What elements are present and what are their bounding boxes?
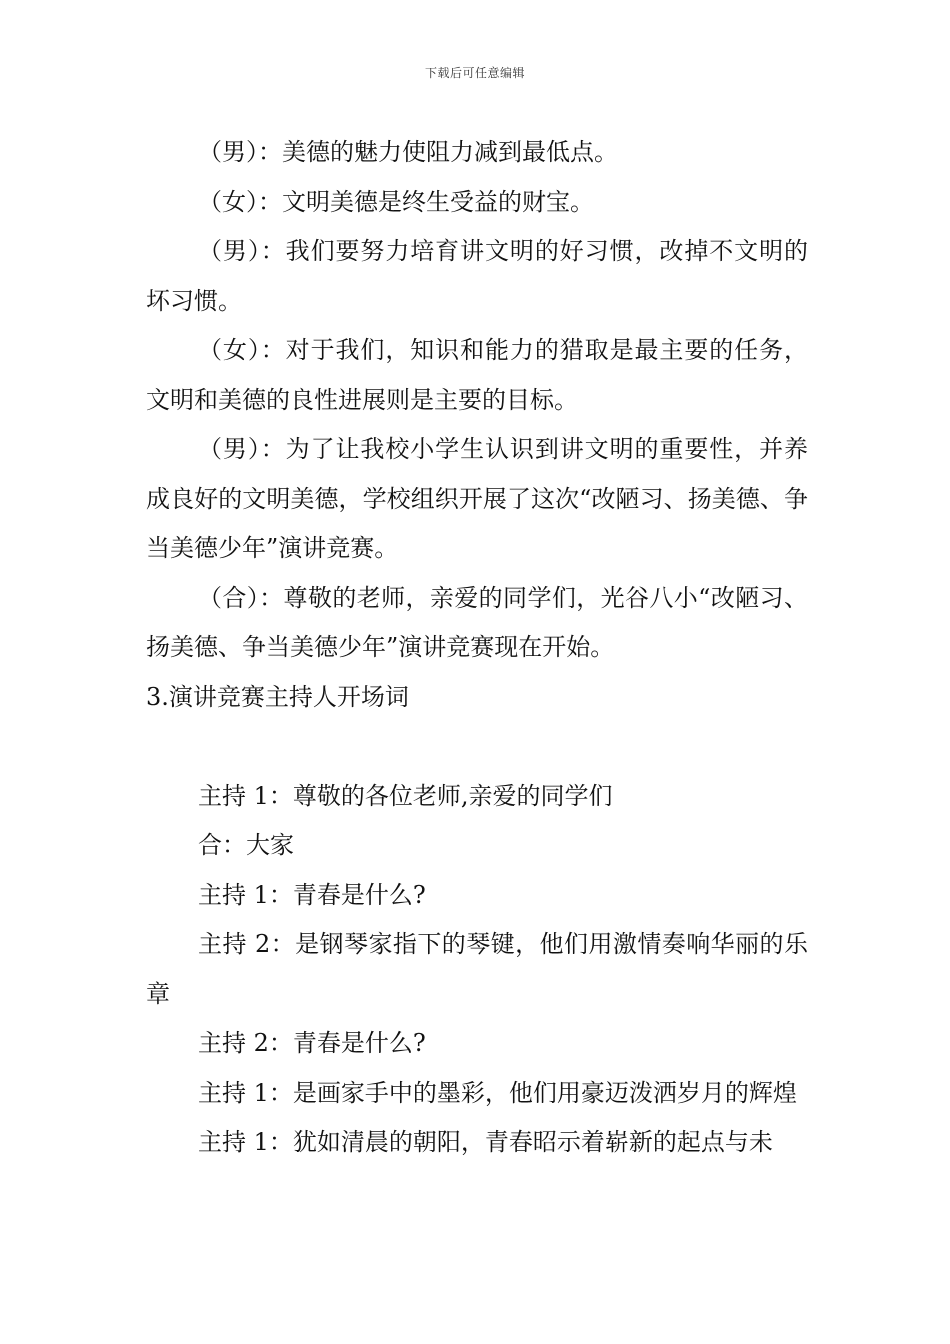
document-body xyxy=(146,128,808,1168)
host-line: 主持 1：尊敬的各位老师,亲爱的同学们 xyxy=(198,781,613,810)
page-header: 下载后可任意编辑 xyxy=(424,66,525,80)
dialogue-paragraph: （女）：对于我们，知识和能力的猎取是最主要的任务，文明和美德的良性进展则是主要的目标。 xyxy=(146,336,808,414)
host-line: 主持 1：犹如清晨的朝阳，青春昭示着崭新的起点与未 xyxy=(198,1128,773,1156)
blank-line xyxy=(146,722,808,772)
dialogue-paragraph: （男）：为了让我校小学生认识到讲文明的重要性，并养成良好的文明美德，学校组织开展了这次“改陋习、扬美德、争当美德少年”演讲竞赛。 xyxy=(146,435,808,562)
section-heading: 3.演讲竞赛主持人开场词 xyxy=(146,682,409,711)
dialogue-paragraph: （男）：美德的魅力使阻力减到最低点。 xyxy=(198,138,618,166)
dialogue-paragraph: （男）：我们要努力培育讲文明的好习惯，改掉不文明的坏习惯。 xyxy=(146,237,808,315)
dialogue-paragraph: （合）：尊敬的老师，亲爱的同学们，光谷八小“改陋习、扬美德、争当美德少年”演讲竞赛现在开始。 xyxy=(146,583,808,661)
host-line: 主持 2：青春是什么? xyxy=(198,1029,426,1057)
dialogue-paragraph: （女）：文明美德是终生受益的财宝。 xyxy=(198,187,594,216)
host-line: 主持 2：是钢琴家指下的琴键，他们用激情奏响华丽的乐章 xyxy=(146,930,808,1008)
host-line: 主持 1：是画家手中的墨彩，他们用豪迈泼洒岁月的辉煌 xyxy=(198,1078,797,1107)
host-line: 合：大家 xyxy=(198,831,294,859)
host-line: 主持 1：青春是什么? xyxy=(198,880,426,909)
